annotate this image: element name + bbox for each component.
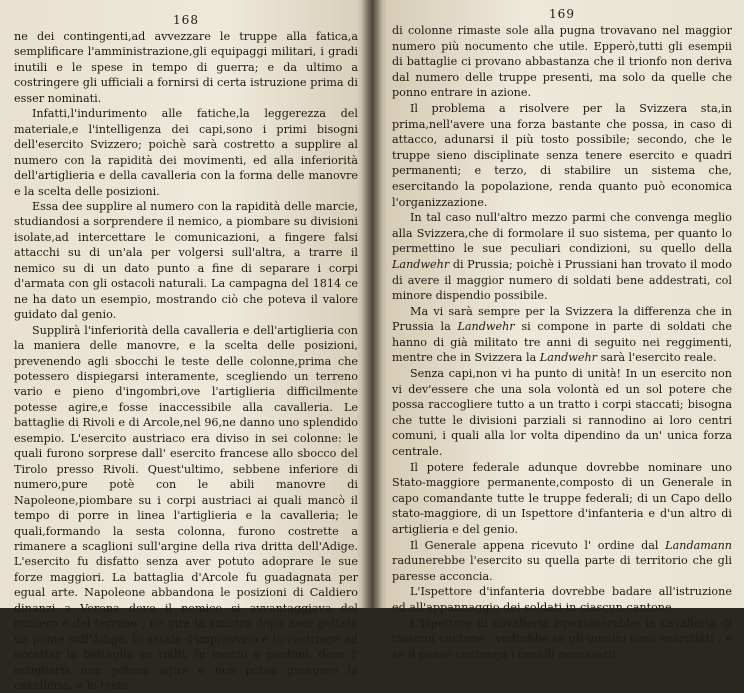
paragraph: Essa dee supplire al numero con la rapidità delle marcie, studiandosi a sorprendere il nemico, a piombare su divisioni isolate,ad intercettare le comunicazioni, a fingere falsi attacchi su di un'ala per volgersi sull'altra, a trarre il nemico su di un dato punto a fine di separare i corpi d'armata con gli ostacoli naturali. La campagna del 1814 ce ne ha dato un esempio, mostrando ciò che poteva il valore guidato dal genio. [14,199,358,322]
paragraph: Ma vi sarà sempre per la Svizzera la differenza che in Prussia la Landwehr si compone in parte di soldati che hanno di già militato tre anni di seguito nei reggimenti, mentre che in Svizzera la Landwehr sarà l'esercito reale. [392,304,732,365]
page-number: 169 [549,7,575,21]
paragraph: ne dei contingenti,ad avvezzare le truppe alla fatica,a semplificare l'amministrazione,gli equipaggi militari, i gradi inutili e le spese in tempo di guerra; e da ultimo a costringere gli ufficiali a fornirsi di certa istruzione prima di esser nominati. [14,30,358,105]
paragraph: Supplirà l'inferiorità della cavalleria e dell'artiglieria con la maniera delle manovre, e la scelta delle posizioni, prevenendo agli sbocchi le teste delle colonne,prima che potessero dispiegarsi interamente, scegliendo un terreno vario e pieno d'ingombri,ove l'artiglieria difficilmente potesse agire,e fosse inaccessibile alla cavalleria. Le battaglie di Rivoli e di Arcole,nel 96,ne danno uno splendido esempio. L'esercito austriaco era diviso in sei colonne: le quali furono sorprese dall' esercito francese allo sbocco del Tirolo presso Rivoli. Quest'ultimo, sebbene inferiore di numero,pure potè con le abili manovre di Napoleone,piombare su i corpi austriaci ai quali mancò il tempo di porre in linea l'artiglieria e la cavalleria; le quali,formando la sesta colonna, furono costrette a rimanere a scaglioni sull'argine della riva dritta dell'Adige. L'esercito fu disfatto senza aver potuto adoprare le sue forze maggiori. La battaglia d'Arcole fu guadagnata per egual arte. Napoleone abbandona le posizioni di Caldiero dinanzi a Verona dove il nemico si avvantaggiava del numero e del terreno ; ne gira la sinistra dopo aver gettato un ponte sull'Adige, lo assale d'improvviso e lo costringe ad accettar la battaglia su rialti, in mezzo a pantani, dove l' artiglieria non poteva agire e non potea giungere la cavalleria, e le teste [14,323,358,693]
paragraph: Il Generale appena ricevuto l' ordine dal Landamann radunerebbe l'esercito su quella parte di territorio che gli paresse acconcia. [392,538,732,583]
right-page [372,0,744,661]
paragraph: Il potere federale adunque dovrebbe nominare uno Stato-maggiore permanente,composto di un Generale in capo comandante tutte le truppe federali; di un Capo dello stato-maggiore, di un Ispettore d'infanteria e d'un altro di artiglieria e del genio. [392,460,732,536]
paragraph: L'Ispettore di cavalleria ispezionerebbe la cavalleria di ciascun cantone , vedrebbe se gli uomini sono esercitati , e se il paese contenga i cavalli necessarii. [392,616,732,661]
paragraph: Senza capi,non vi ha punto di unità! In un esercito non vi dev'essere che una sola volontà ed un sol potere che possa raccogliere tutto a un tratto i corpi staccati; bisogna che tutte le divisioni parziali si rannodino ai loro centri comuni, i quali alla lor volta dipendino da un' unica forza centrale. [392,367,732,459]
paragraph: Il problema a risolvere per la Svizzera sta,in prima,nell'avere una forza bastante che possa, in caso di attacco, adunarsi il più tosto possibile; secondo, che le truppe sieno disciplinate senza tenere esercito e quadri permanenti; e terzo, di stabilire un sistema che, esercitando la popolazione, renda quanto può economica l'organizzazione. [392,101,732,209]
paragraph: di colonne rimaste sole alla pugna trovavano nel maggior numero più nocumento che utile. Epperò,tutti gli esempii di battaglie ci provano abbastanza che il trionfo non deriva dal numero delle truppe presenti, ma solo da quelle che ponno entrare in azione. [392,24,732,100]
book-gutter [362,0,382,608]
paragraph: Infatti,l'indurimento alle fatiche,la leggerezza del materiale,e l'intelligenza dei capi,sono i primi bisogni dell'esercito Svizzero; poichè sarà costretto a supplire al numero con la rapidità dei movimenti, ed alla inferiorità dell'artiglieria e della cavalleria con la forma delle manovre e la scelta delle posizioni. [14,107,358,198]
paragraph: In tal caso null'altro mezzo parmi che convenga meglio alla Svizzera,che di formolare il suo sistema, per quanto lo permettino le sue peculiari condizioni, su quello della Landwehr di Prussia; poichè i Prussiani han trovato il modo di avere il maggior numero di soldati bene addestrati, col minore dispendio possibile. [392,211,732,303]
paragraph: L'Ispettore d'infanteria dovrebbe badare all'istruzione ed all'appannaggio dei soldati in ciascun cantone. [392,585,732,614]
page-number: 168 [173,13,199,27]
